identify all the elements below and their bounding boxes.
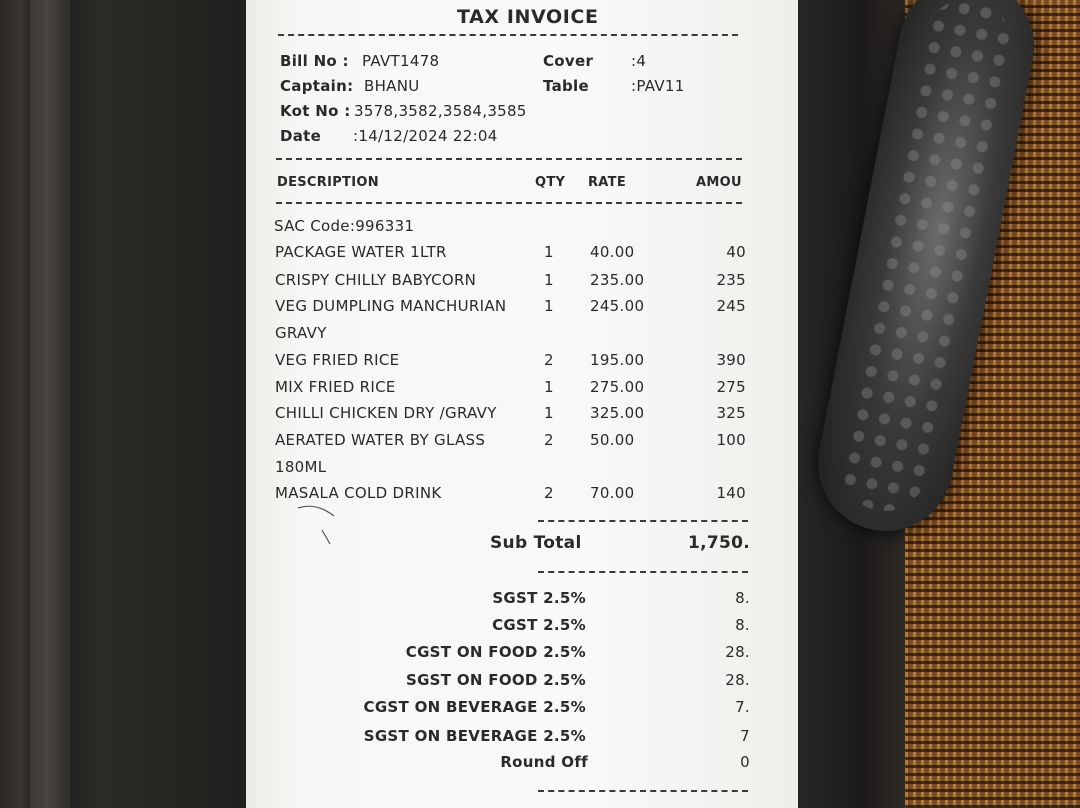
item-amount: 140: [716, 484, 746, 502]
item-rate: 195.00: [590, 351, 645, 369]
item-qty: 1: [544, 271, 554, 289]
item-rate: 235.00: [590, 271, 645, 289]
item-amount: 100: [716, 431, 746, 449]
divider: [276, 202, 742, 204]
captain-value: BHANU: [364, 77, 420, 95]
tax-label: SGST 2.5%: [492, 589, 586, 607]
sac-code: SAC Code:996331: [274, 217, 415, 235]
item-description: VEG DUMPLING MANCHURIAN: [275, 297, 507, 315]
item-qty: 1: [544, 297, 554, 315]
date-label: Date: [280, 127, 322, 145]
tax-label: CGST ON BEVERAGE 2.5%: [363, 698, 586, 716]
item-rate: 70.00: [590, 484, 635, 502]
divider: [276, 158, 742, 160]
item-amount: 325: [716, 404, 746, 422]
item-amount: 390: [716, 351, 746, 369]
item-qty: 1: [544, 378, 554, 396]
kot-label: Kot No :: [280, 102, 351, 120]
col-rate: RATE: [588, 175, 627, 190]
item-rate: 245.00: [590, 297, 645, 315]
cover-value: :4: [631, 52, 647, 70]
receipt: [246, 0, 798, 808]
item-rate: 50.00: [590, 431, 635, 449]
tax-label: CGST 2.5%: [492, 616, 586, 634]
tax-value: 28.: [725, 671, 750, 689]
tax-value: 8.: [735, 616, 750, 634]
item-description-continued: GRAVY: [275, 324, 327, 342]
invoice-title: TAX INVOICE: [457, 6, 599, 28]
item-description: VEG FRIED RICE: [275, 351, 400, 369]
round-off-value: 0: [740, 753, 750, 771]
item-amount: 40: [726, 243, 746, 261]
item-description: PACKAGE WATER 1LTR: [275, 243, 447, 261]
item-qty: 2: [544, 484, 554, 502]
tax-value: 7: [740, 727, 750, 745]
table-label: Table: [543, 77, 589, 95]
item-amount: 275: [716, 378, 746, 396]
tax-label: SGST ON FOOD 2.5%: [405, 671, 586, 689]
pen-mark: [296, 500, 346, 548]
tax-label: SGST ON BEVERAGE 2.5%: [363, 727, 586, 745]
tax-label: CGST ON FOOD 2.5%: [405, 643, 586, 661]
item-rate: 40.00: [590, 243, 635, 261]
tax-value: 28.: [725, 643, 750, 661]
col-description: DESCRIPTION: [277, 175, 379, 190]
divider: [538, 571, 748, 573]
item-description: AERATED WATER BY GLASS: [275, 431, 486, 449]
bill-label: Bill No :: [280, 52, 349, 70]
captain-label: Captain:: [280, 77, 354, 95]
divider: [538, 520, 748, 522]
round-off-label: Round Off: [500, 753, 588, 771]
item-qty: 2: [544, 431, 554, 449]
item-qty: 1: [544, 404, 554, 422]
date-value: :14/12/2024 22:04: [353, 127, 498, 145]
kot-value: 3578,3582,3584,3585: [354, 102, 527, 120]
subtotal-label: Sub Total: [490, 533, 582, 553]
item-description: MIX FRIED RICE: [275, 378, 396, 396]
item-description: CHILLI CHICKEN DRY /GRAVY: [275, 404, 497, 422]
table-value: :PAV11: [631, 77, 685, 95]
item-rate: 325.00: [590, 404, 645, 422]
bill-value: PAVT1478: [362, 52, 440, 70]
col-qty: QTY: [535, 175, 566, 190]
item-qty: 2: [544, 351, 554, 369]
item-qty: 1: [544, 243, 554, 261]
tax-value: 7.: [735, 698, 750, 716]
tax-value: 8.: [735, 589, 750, 607]
item-amount: 235: [716, 271, 746, 289]
item-amount: 245: [716, 297, 746, 315]
cover-label: Cover: [543, 52, 594, 70]
folder-binding-edge: [30, 0, 70, 808]
col-amount: AMOU: [696, 175, 742, 190]
item-description: MASALA COLD DRINK: [275, 484, 442, 502]
item-description-continued: 180ML: [275, 458, 327, 476]
subtotal-value: 1,750.: [687, 533, 750, 553]
item-description: CRISPY CHILLY BABYCORN: [275, 271, 477, 289]
item-rate: 275.00: [590, 378, 645, 396]
divider: [278, 34, 738, 36]
divider: [538, 790, 748, 792]
